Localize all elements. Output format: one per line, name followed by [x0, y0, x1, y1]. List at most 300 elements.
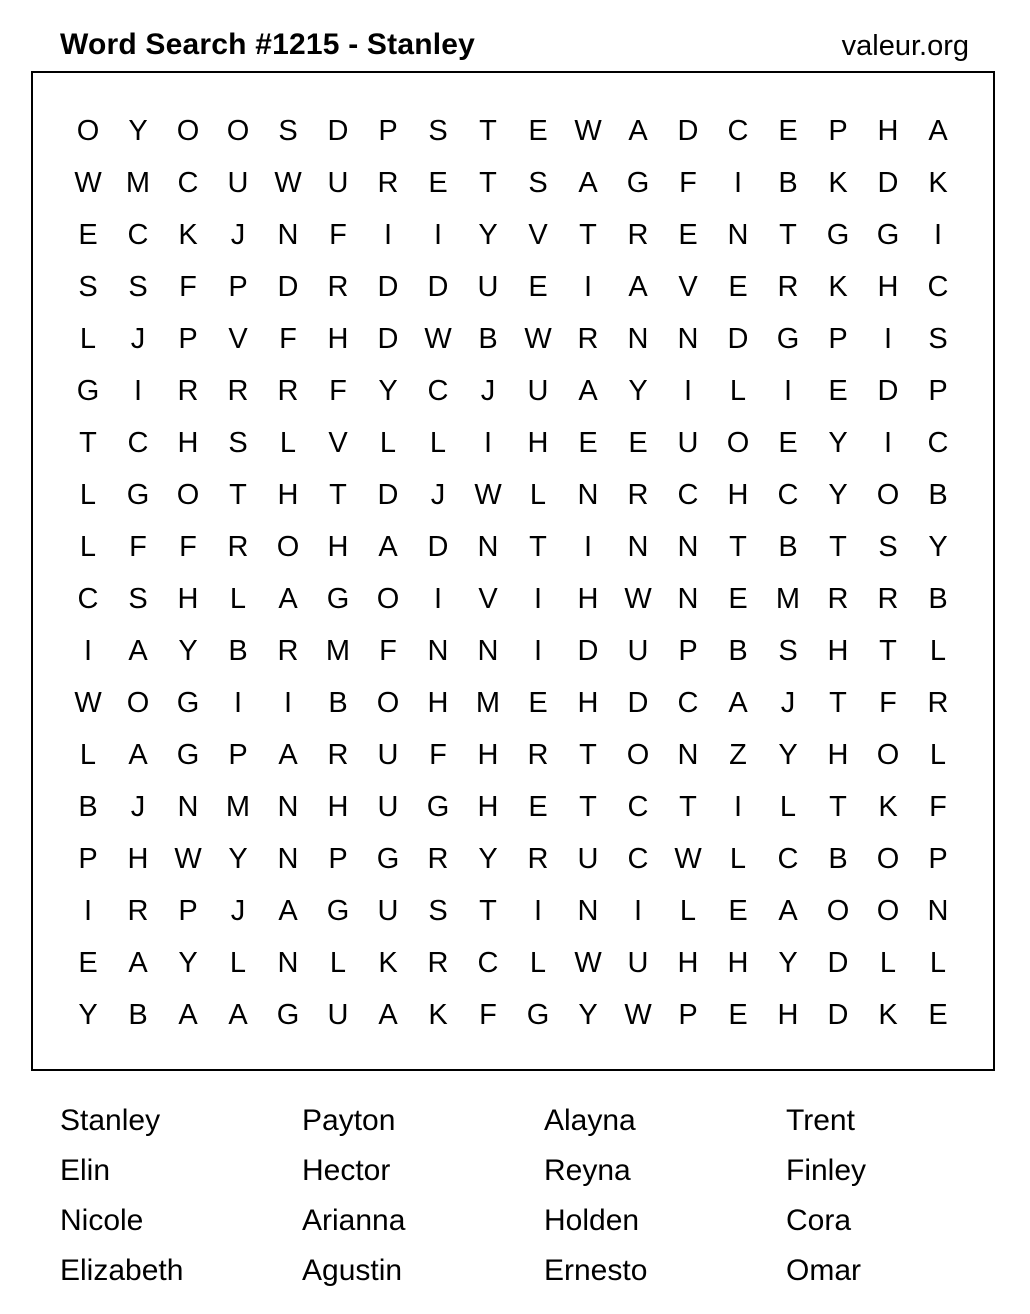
grid-letter[interactable]: Y	[578, 998, 598, 1031]
grid-letter[interactable]: Y	[778, 946, 798, 979]
grid-letter[interactable]: E	[728, 894, 748, 927]
grid-letter[interactable]: L	[229, 946, 247, 979]
grid-letter[interactable]: H	[577, 686, 599, 719]
grid-letter[interactable]: T	[329, 478, 347, 511]
grid-letter[interactable]: L	[929, 946, 947, 979]
grid-letter[interactable]: E	[928, 998, 948, 1031]
grid-letter[interactable]: E	[528, 270, 548, 303]
grid-letter[interactable]: W	[624, 582, 652, 615]
grid-letter[interactable]: K	[428, 998, 448, 1031]
grid-letter[interactable]: N	[427, 634, 449, 667]
grid-letter[interactable]: J	[230, 894, 246, 927]
grid-letter[interactable]: R	[527, 738, 549, 771]
grid-letter[interactable]: R	[377, 166, 399, 199]
grid-letter[interactable]: F	[179, 530, 197, 563]
grid-letter[interactable]: H	[527, 426, 549, 459]
grid-letter[interactable]: L	[279, 426, 297, 459]
grid-letter[interactable]: I	[883, 426, 893, 459]
grid-letter[interactable]: C	[727, 114, 749, 147]
grid-letter[interactable]: L	[879, 946, 897, 979]
grid-letter[interactable]: B	[778, 530, 798, 563]
grid-letter[interactable]: H	[727, 946, 749, 979]
grid-letter[interactable]: L	[679, 894, 697, 927]
grid-letter[interactable]: T	[779, 218, 797, 251]
grid-letter[interactable]: N	[677, 530, 699, 563]
grid-letter[interactable]: H	[727, 478, 749, 511]
grid-letter[interactable]: J	[230, 218, 246, 251]
grid-letter[interactable]: F	[129, 530, 147, 563]
grid-letter[interactable]: L	[79, 530, 97, 563]
grid-letter[interactable]: D	[677, 114, 699, 147]
grid-letter[interactable]: R	[877, 582, 899, 615]
grid-letter[interactable]: I	[583, 530, 593, 563]
grid-letter[interactable]: C	[677, 686, 699, 719]
grid-letter[interactable]: B	[928, 582, 948, 615]
grid-letter[interactable]: T	[579, 218, 597, 251]
grid-letter[interactable]: H	[577, 582, 599, 615]
grid-letter[interactable]: U	[677, 426, 699, 459]
grid-letter[interactable]: L	[379, 426, 397, 459]
grid-letter[interactable]: O	[626, 738, 650, 771]
grid-letter[interactable]: L	[529, 946, 547, 979]
grid-letter[interactable]: H	[177, 582, 199, 615]
grid-letter[interactable]: U	[527, 374, 549, 407]
grid-letter[interactable]: A	[128, 634, 148, 667]
grid-letter[interactable]: A	[128, 738, 148, 771]
grid-letter[interactable]: N	[677, 582, 699, 615]
grid-letter[interactable]: O	[726, 426, 750, 459]
grid-letter[interactable]: F	[379, 634, 397, 667]
grid-letter[interactable]: C	[927, 270, 949, 303]
grid-letter[interactable]: O	[876, 894, 900, 927]
grid-letter[interactable]: N	[627, 322, 649, 355]
grid-letter[interactable]: H	[177, 426, 199, 459]
grid-letter[interactable]: O	[176, 114, 200, 147]
grid-letter[interactable]: O	[276, 530, 300, 563]
grid-letter[interactable]: L	[929, 738, 947, 771]
grid-letter[interactable]: I	[383, 218, 393, 251]
grid-letter[interactable]: I	[633, 894, 643, 927]
grid-letter[interactable]: O	[876, 842, 900, 875]
grid-letter[interactable]: Y	[478, 842, 498, 875]
grid-letter[interactable]: A	[578, 374, 598, 407]
grid-letter[interactable]: T	[679, 790, 697, 823]
grid-letter[interactable]: E	[728, 998, 748, 1031]
grid-letter[interactable]: K	[928, 166, 948, 199]
grid-letter[interactable]: A	[728, 686, 748, 719]
grid-letter[interactable]: D	[427, 530, 449, 563]
grid-letter[interactable]: Y	[228, 842, 248, 875]
grid-letter[interactable]: W	[74, 166, 102, 199]
grid-letter[interactable]: K	[178, 218, 198, 251]
grid-letter[interactable]: W	[74, 686, 102, 719]
grid-letter[interactable]: W	[424, 322, 452, 355]
grid-letter[interactable]: L	[79, 478, 97, 511]
grid-letter[interactable]: C	[477, 946, 499, 979]
grid-letter[interactable]: G	[826, 218, 850, 251]
grid-letter[interactable]: L	[529, 478, 547, 511]
grid-letter[interactable]: Y	[78, 998, 98, 1031]
grid-letter[interactable]: T	[479, 114, 497, 147]
grid-letter[interactable]: G	[276, 998, 300, 1031]
grid-letter[interactable]: T	[579, 790, 597, 823]
grid-letter[interactable]: O	[876, 478, 900, 511]
grid-letter[interactable]: I	[483, 426, 493, 459]
grid-letter[interactable]: P	[178, 322, 198, 355]
grid-letter[interactable]: I	[533, 634, 543, 667]
grid-letter[interactable]: Y	[778, 738, 798, 771]
grid-letter[interactable]: G	[426, 790, 450, 823]
grid-letter[interactable]: L	[79, 738, 97, 771]
grid-letter[interactable]: K	[378, 946, 398, 979]
grid-letter[interactable]: E	[728, 270, 748, 303]
grid-letter[interactable]: P	[828, 322, 848, 355]
grid-letter[interactable]: A	[178, 998, 198, 1031]
grid-letter[interactable]: D	[377, 322, 399, 355]
grid-letter[interactable]: S	[928, 322, 948, 355]
grid-letter[interactable]: I	[233, 686, 243, 719]
grid-letter[interactable]: D	[827, 946, 849, 979]
grid-letter[interactable]: E	[528, 114, 548, 147]
grid-letter[interactable]: G	[176, 738, 200, 771]
grid-letter[interactable]: R	[127, 894, 149, 927]
grid-letter[interactable]: G	[376, 842, 400, 875]
grid-letter[interactable]: T	[829, 530, 847, 563]
grid-letter[interactable]: H	[877, 114, 899, 147]
grid-letter[interactable]: H	[327, 530, 349, 563]
grid-letter[interactable]: C	[927, 426, 949, 459]
grid-letter[interactable]: W	[574, 114, 602, 147]
grid-letter[interactable]: T	[729, 530, 747, 563]
grid-letter[interactable]: Z	[729, 738, 747, 771]
grid-letter[interactable]: A	[278, 582, 298, 615]
grid-letter[interactable]: A	[628, 114, 648, 147]
grid-letter[interactable]: W	[674, 842, 702, 875]
grid-letter[interactable]: G	[126, 478, 150, 511]
grid-letter[interactable]: N	[577, 478, 599, 511]
grid-letter[interactable]: E	[578, 426, 598, 459]
grid-letter[interactable]: F	[479, 998, 497, 1031]
grid-letter[interactable]: S	[128, 270, 148, 303]
grid-letter[interactable]: O	[876, 738, 900, 771]
grid-letter[interactable]: E	[528, 686, 548, 719]
grid-letter[interactable]: P	[178, 894, 198, 927]
grid-letter[interactable]: K	[878, 998, 898, 1031]
grid-letter[interactable]: H	[127, 842, 149, 875]
grid-letter[interactable]: U	[627, 946, 649, 979]
grid-letter[interactable]: H	[327, 322, 349, 355]
grid-letter[interactable]: I	[783, 374, 793, 407]
grid-letter[interactable]: H	[827, 738, 849, 771]
grid-letter[interactable]: C	[427, 374, 449, 407]
grid-letter[interactable]: A	[278, 894, 298, 927]
grid-letter[interactable]: K	[878, 790, 898, 823]
grid-letter[interactable]: C	[177, 166, 199, 199]
grid-letter[interactable]: R	[777, 270, 799, 303]
grid-letter[interactable]: O	[76, 114, 100, 147]
grid-letter[interactable]: D	[877, 166, 899, 199]
grid-letter[interactable]: W	[274, 166, 302, 199]
grid-letter[interactable]: A	[128, 946, 148, 979]
grid-letter[interactable]: F	[329, 374, 347, 407]
grid-letter[interactable]: R	[227, 374, 249, 407]
grid-letter[interactable]: N	[277, 842, 299, 875]
grid-letter[interactable]: W	[174, 842, 202, 875]
grid-letter[interactable]: O	[176, 478, 200, 511]
grid-letter[interactable]: A	[928, 114, 948, 147]
grid-letter[interactable]: G	[876, 218, 900, 251]
grid-letter[interactable]: C	[627, 790, 649, 823]
grid-letter[interactable]: F	[179, 270, 197, 303]
grid-letter[interactable]: E	[778, 114, 798, 147]
grid-letter[interactable]: Y	[178, 634, 198, 667]
grid-letter[interactable]: T	[579, 738, 597, 771]
grid-letter[interactable]: N	[727, 218, 749, 251]
grid-letter[interactable]: C	[127, 426, 149, 459]
grid-letter[interactable]: C	[127, 218, 149, 251]
grid-letter[interactable]: G	[326, 894, 350, 927]
grid-letter[interactable]: O	[226, 114, 250, 147]
grid-letter[interactable]: J	[430, 478, 446, 511]
grid-letter[interactable]: V	[328, 426, 348, 459]
grid-letter[interactable]: N	[677, 322, 699, 355]
grid-letter[interactable]: E	[628, 426, 648, 459]
grid-letter[interactable]: E	[678, 218, 698, 251]
grid-letter[interactable]: W	[524, 322, 552, 355]
grid-letter[interactable]: Y	[928, 530, 948, 563]
grid-letter[interactable]: I	[433, 582, 443, 615]
grid-letter[interactable]: M	[775, 582, 801, 615]
grid-letter[interactable]: M	[225, 790, 251, 823]
grid-letter[interactable]: I	[733, 166, 743, 199]
grid-letter[interactable]: M	[475, 686, 501, 719]
grid-letter[interactable]: D	[377, 478, 399, 511]
grid-letter[interactable]: S	[878, 530, 898, 563]
grid-letter[interactable]: R	[627, 478, 649, 511]
grid-letter[interactable]: R	[177, 374, 199, 407]
grid-letter[interactable]: V	[528, 218, 548, 251]
grid-letter[interactable]: P	[928, 374, 948, 407]
grid-letter[interactable]: T	[829, 686, 847, 719]
grid-letter[interactable]: I	[683, 374, 693, 407]
grid-letter[interactable]: I	[133, 374, 143, 407]
grid-letter[interactable]: A	[778, 894, 798, 927]
grid-letter[interactable]: F	[679, 166, 697, 199]
grid-letter[interactable]: N	[277, 790, 299, 823]
grid-letter[interactable]: F	[429, 738, 447, 771]
grid-letter[interactable]: D	[877, 374, 899, 407]
grid-letter[interactable]: D	[627, 686, 649, 719]
grid-letter[interactable]: D	[727, 322, 749, 355]
grid-letter[interactable]: L	[729, 842, 747, 875]
grid-letter[interactable]: R	[327, 738, 349, 771]
grid-letter[interactable]: C	[777, 478, 799, 511]
grid-letter[interactable]: H	[477, 790, 499, 823]
grid-letter[interactable]: N	[277, 218, 299, 251]
grid-letter[interactable]: J	[130, 790, 146, 823]
grid-letter[interactable]: T	[479, 894, 497, 927]
grid-letter[interactable]: H	[877, 270, 899, 303]
grid-letter[interactable]: V	[228, 322, 248, 355]
grid-letter[interactable]: H	[777, 998, 799, 1031]
grid-letter[interactable]: N	[477, 530, 499, 563]
grid-letter[interactable]: R	[227, 530, 249, 563]
grid-letter[interactable]: I	[883, 322, 893, 355]
grid-letter[interactable]: N	[177, 790, 199, 823]
grid-letter[interactable]: F	[279, 322, 297, 355]
grid-letter[interactable]: Y	[828, 478, 848, 511]
grid-letter[interactable]: E	[78, 218, 98, 251]
grid-letter[interactable]: K	[828, 270, 848, 303]
grid-letter[interactable]: B	[228, 634, 248, 667]
grid-letter[interactable]: E	[778, 426, 798, 459]
grid-letter[interactable]: L	[429, 426, 447, 459]
grid-letter[interactable]: N	[927, 894, 949, 927]
grid-letter[interactable]: A	[628, 270, 648, 303]
grid-letter[interactable]: J	[480, 374, 496, 407]
grid-letter[interactable]: Y	[378, 374, 398, 407]
grid-letter[interactable]: D	[827, 998, 849, 1031]
grid-letter[interactable]: M	[125, 166, 151, 199]
grid-letter[interactable]: L	[79, 322, 97, 355]
grid-letter[interactable]: V	[678, 270, 698, 303]
grid-letter[interactable]: B	[828, 842, 848, 875]
grid-letter[interactable]: T	[829, 790, 847, 823]
grid-letter[interactable]: F	[929, 790, 947, 823]
grid-letter[interactable]: R	[577, 322, 599, 355]
grid-letter[interactable]: L	[779, 790, 797, 823]
grid-letter[interactable]: A	[578, 166, 598, 199]
grid-letter[interactable]: M	[325, 634, 351, 667]
grid-letter[interactable]: E	[428, 166, 448, 199]
grid-letter[interactable]: P	[928, 842, 948, 875]
grid-letter[interactable]: T	[879, 634, 897, 667]
grid-letter[interactable]: U	[377, 894, 399, 927]
grid-letter[interactable]: I	[83, 894, 93, 927]
grid-letter[interactable]: R	[527, 842, 549, 875]
grid-letter[interactable]: I	[283, 686, 293, 719]
grid-letter[interactable]: B	[728, 634, 748, 667]
grid-letter[interactable]: R	[327, 270, 349, 303]
grid-letter[interactable]: L	[729, 374, 747, 407]
grid-letter[interactable]: R	[427, 946, 449, 979]
grid-letter[interactable]: Y	[628, 374, 648, 407]
grid-letter[interactable]: R	[827, 582, 849, 615]
grid-letter[interactable]: I	[83, 634, 93, 667]
grid-letter[interactable]: G	[176, 686, 200, 719]
grid-letter[interactable]: G	[626, 166, 650, 199]
grid-letter[interactable]: R	[927, 686, 949, 719]
grid-letter[interactable]: H	[277, 478, 299, 511]
grid-letter[interactable]: D	[427, 270, 449, 303]
grid-letter[interactable]: C	[77, 582, 99, 615]
grid-letter[interactable]: B	[778, 166, 798, 199]
grid-letter[interactable]: Y	[478, 218, 498, 251]
grid-letter[interactable]: P	[678, 998, 698, 1031]
grid-letter[interactable]: U	[377, 738, 399, 771]
grid-letter[interactable]: B	[478, 322, 498, 355]
grid-letter[interactable]: U	[227, 166, 249, 199]
grid-letter[interactable]: N	[477, 634, 499, 667]
grid-letter[interactable]: T	[229, 478, 247, 511]
grid-letter[interactable]: J	[780, 686, 796, 719]
grid-letter[interactable]: G	[776, 322, 800, 355]
grid-letter[interactable]: R	[277, 374, 299, 407]
grid-letter[interactable]: F	[329, 218, 347, 251]
grid-letter[interactable]: L	[929, 634, 947, 667]
grid-letter[interactable]: P	[228, 738, 248, 771]
grid-letter[interactable]: S	[528, 166, 548, 199]
grid-letter[interactable]: O	[126, 686, 150, 719]
grid-letter[interactable]: A	[278, 738, 298, 771]
grid-letter[interactable]: U	[577, 842, 599, 875]
grid-letter[interactable]: B	[928, 478, 948, 511]
grid-letter[interactable]: O	[376, 582, 400, 615]
grid-letter[interactable]: W	[624, 998, 652, 1031]
grid-letter[interactable]: D	[377, 270, 399, 303]
grid-letter[interactable]: E	[828, 374, 848, 407]
grid-letter[interactable]: C	[627, 842, 649, 875]
grid-letter[interactable]: T	[529, 530, 547, 563]
grid-letter[interactable]: A	[378, 998, 398, 1031]
grid-letter[interactable]: I	[533, 582, 543, 615]
grid-letter[interactable]: B	[78, 790, 98, 823]
grid-letter[interactable]: E	[78, 946, 98, 979]
grid-letter[interactable]: U	[327, 166, 349, 199]
grid-letter[interactable]: W	[474, 478, 502, 511]
grid-letter[interactable]: S	[128, 582, 148, 615]
grid-letter[interactable]: U	[627, 634, 649, 667]
grid-letter[interactable]: T	[479, 166, 497, 199]
grid-letter[interactable]: P	[228, 270, 248, 303]
grid-letter[interactable]: B	[328, 686, 348, 719]
grid-letter[interactable]: I	[433, 218, 443, 251]
grid-letter[interactable]: H	[677, 946, 699, 979]
grid-letter[interactable]: H	[427, 686, 449, 719]
grid-letter[interactable]: N	[277, 946, 299, 979]
grid-letter[interactable]: R	[277, 634, 299, 667]
grid-letter[interactable]: E	[528, 790, 548, 823]
grid-letter[interactable]: P	[678, 634, 698, 667]
grid-letter[interactable]: P	[78, 842, 98, 875]
grid-letter[interactable]: H	[477, 738, 499, 771]
grid-letter[interactable]: S	[78, 270, 98, 303]
grid-letter[interactable]: Y	[828, 426, 848, 459]
grid-letter[interactable]: K	[828, 166, 848, 199]
grid-letter[interactable]: I	[583, 270, 593, 303]
grid-letter[interactable]: A	[228, 998, 248, 1031]
grid-letter[interactable]: A	[378, 530, 398, 563]
grid-letter[interactable]: I	[533, 894, 543, 927]
grid-letter[interactable]: U	[327, 998, 349, 1031]
grid-letter[interactable]: V	[478, 582, 498, 615]
grid-letter[interactable]: S	[778, 634, 798, 667]
grid-letter[interactable]: P	[378, 114, 398, 147]
grid-letter[interactable]: N	[577, 894, 599, 927]
grid-letter[interactable]: U	[377, 790, 399, 823]
grid-letter[interactable]: C	[677, 478, 699, 511]
grid-letter[interactable]: H	[827, 634, 849, 667]
grid-letter[interactable]: G	[526, 998, 550, 1031]
grid-letter[interactable]: E	[728, 582, 748, 615]
grid-letter[interactable]: D	[327, 114, 349, 147]
grid-letter[interactable]: T	[79, 426, 97, 459]
grid-letter[interactable]: P	[828, 114, 848, 147]
grid-letter[interactable]: P	[328, 842, 348, 875]
grid-letter[interactable]: H	[327, 790, 349, 823]
grid-letter[interactable]: G	[76, 374, 100, 407]
grid-letter[interactable]: S	[428, 114, 448, 147]
